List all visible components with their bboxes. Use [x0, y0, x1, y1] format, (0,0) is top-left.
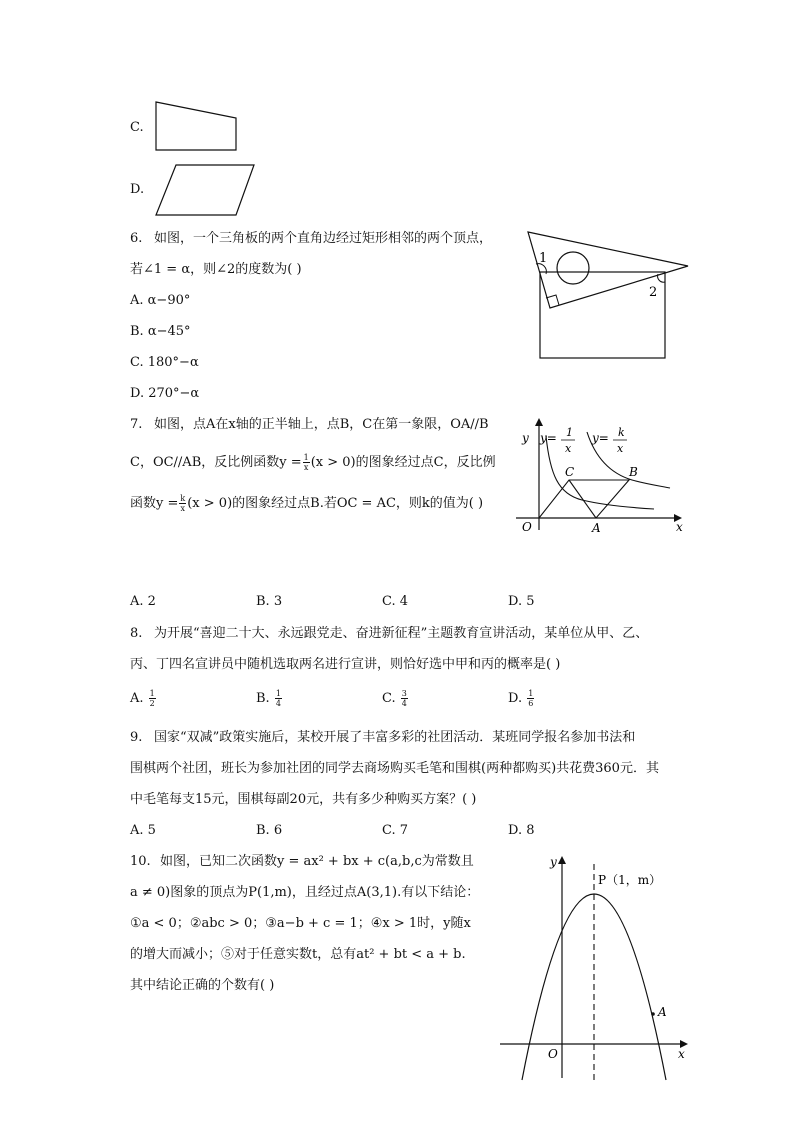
curve-k-label-prefix: y= [592, 431, 609, 445]
q6-option-c[interactable]: C. 180°−α [130, 355, 199, 370]
y-axis-arrow [535, 418, 543, 426]
q9-option-d[interactable]: D. 8 [508, 823, 535, 838]
curve-k-label-den: x [617, 442, 624, 455]
q8-option-b-label: B. [256, 691, 270, 706]
angle-2-label: 2 [649, 285, 658, 300]
point-b-label: B [629, 465, 638, 479]
q5-option-c-label[interactable]: C. [130, 120, 144, 135]
q7-line2-b: (x > 0)的图象经过点C，反比例 [310, 455, 496, 470]
q6-stem-line2: 若∠1 = α，则∠2的度数为( ) [130, 262, 302, 277]
q8-option-a-fraction: $\frac{1}{2}$ [149, 689, 155, 708]
x-axis-label: x [678, 1047, 685, 1061]
y-axis-label: y [522, 431, 529, 445]
q6-option-b[interactable]: B. α−45° [130, 324, 191, 339]
q5-option-d-label[interactable]: D. [130, 182, 145, 197]
ruler-hole [557, 252, 589, 284]
q7-figure [512, 414, 692, 538]
y-axis-label: y [550, 855, 557, 869]
q7-line3-a: 函数y = [130, 496, 179, 511]
q8-number: 8. [130, 626, 143, 641]
curve-1-label-num: 1 [566, 426, 573, 439]
q7-fraction-k-over-x: $\frac{k}{x}$ [180, 494, 186, 513]
q5-option-c-figure [150, 98, 250, 158]
q6-option-a[interactable]: A. α−90° [130, 293, 191, 308]
q10-stem-line4: 的增大而减小；⑤对于任意实数t，总有at² + bt < a + b. [130, 947, 466, 962]
q6-figure [522, 226, 697, 362]
q6-option-d[interactable]: D. 270°−α [130, 386, 200, 401]
q8-option-b-fraction: $\frac{1}{4}$ [275, 689, 281, 708]
q9-option-b[interactable]: B. 6 [256, 823, 283, 838]
point-a-label: A [658, 1005, 667, 1019]
q8-option-c[interactable] [382, 689, 409, 708]
origin-label: O [548, 1047, 558, 1061]
vertex-p-label: P（1，m） [598, 873, 662, 887]
q7-line3-b: (x > 0)的图象经过点B.若OC = AC，则k的值为( ) [187, 496, 484, 511]
q8-option-b[interactable] [256, 689, 283, 708]
point-a-label: A [592, 521, 601, 535]
q10-number: 10. [130, 854, 151, 869]
q7-option-c[interactable]: C. 4 [382, 594, 409, 609]
x-axis-label: x [676, 520, 683, 534]
rectangle [540, 272, 665, 358]
parallelogram-oabc [539, 480, 629, 518]
q10-figure [496, 850, 696, 1082]
q7-stem-line2 [130, 453, 496, 472]
q7-line2-a: C，OC//AB，反比例函数y = [130, 455, 302, 470]
angle-1-label: 1 [539, 251, 548, 266]
q8-option-a[interactable] [130, 689, 157, 708]
q7-number: 7. [130, 417, 143, 432]
q9-stem-line2: 围棋两个社团，班长为参加社团的同学去商场购买毛笔和围棋(两种都购买)共花费360元．其 [130, 761, 659, 776]
q8-option-d-label: D. [508, 691, 523, 706]
q8-option-d-fraction: $\frac{1}{6}$ [528, 689, 534, 708]
q10-stem-line1: 如图，已知二次函数y = ax² + bx + c(a,b,c为常数且 [160, 854, 474, 869]
q10-stem-line3: ①a < 0；②abc > 0；③a−b + c = 1；④x > 1时，y随x [130, 916, 471, 931]
curve-1-label-prefix: y= [540, 431, 557, 445]
q8-option-a-label: A. [130, 691, 144, 706]
q9-option-a[interactable]: A. 5 [130, 823, 156, 838]
q10-stem-line2: a ≠ 0)图象的顶点为P(1,m)，且经过点A(3,1).有以下结论： [130, 885, 480, 900]
point-a [651, 1012, 655, 1016]
q9-stem-line1: 国家“双减”政策实施后，某校开展了丰富多彩的社团活动．某班同学报名参加书法和 [154, 730, 636, 745]
q8-stem-line1: 为开展“喜迎二十大、永远跟党走、奋进新征程”主题教育宣讲活动，某单位从甲、乙、 [154, 626, 649, 641]
q7-fraction-1-over-x: $\frac{1}{x}$ [303, 453, 309, 472]
q6-stem-line1: 如图，一个三角板的两个直角边经过矩形相邻的两个顶点， [154, 231, 493, 246]
y-axis-arrow [558, 856, 566, 864]
curve-1-label-den: x [565, 442, 572, 455]
q6-number: 6. [130, 231, 143, 246]
q9-option-c[interactable]: C. 7 [382, 823, 409, 838]
q8-option-d[interactable] [508, 689, 535, 708]
q8-stem-line2: 丙、丁四名宣讲员中随机选取两名进行宣讲，则恰好选中甲和丙的概率是( ) [130, 657, 561, 672]
q9-number: 9. [130, 730, 143, 745]
q7-option-a[interactable]: A. 2 [130, 594, 156, 609]
q8-option-c-fraction: $\frac{3}{4}$ [401, 689, 407, 708]
q7-stem-line1: 如图，点A在x轴的正半轴上，点B，C在第一象限，OA//B [154, 417, 489, 432]
q10-stem-line5: 其中结论正确的个数有( ) [130, 978, 275, 993]
q7-option-b[interactable]: B. 3 [256, 594, 283, 609]
q7-option-d[interactable]: D. 5 [508, 594, 535, 609]
q8-option-c-label: C. [382, 691, 396, 706]
q9-stem-line3: 中毛笔每支15元，围棋每副20元，共有多少种购买方案？( ) [130, 792, 477, 807]
q5-option-d-figure [150, 160, 260, 222]
segment-ac [569, 480, 596, 518]
q7-stem-line3 [130, 494, 483, 513]
origin-label: O [522, 520, 532, 534]
curve-k-label-num: k [618, 426, 625, 439]
point-c-label: C [565, 465, 575, 479]
